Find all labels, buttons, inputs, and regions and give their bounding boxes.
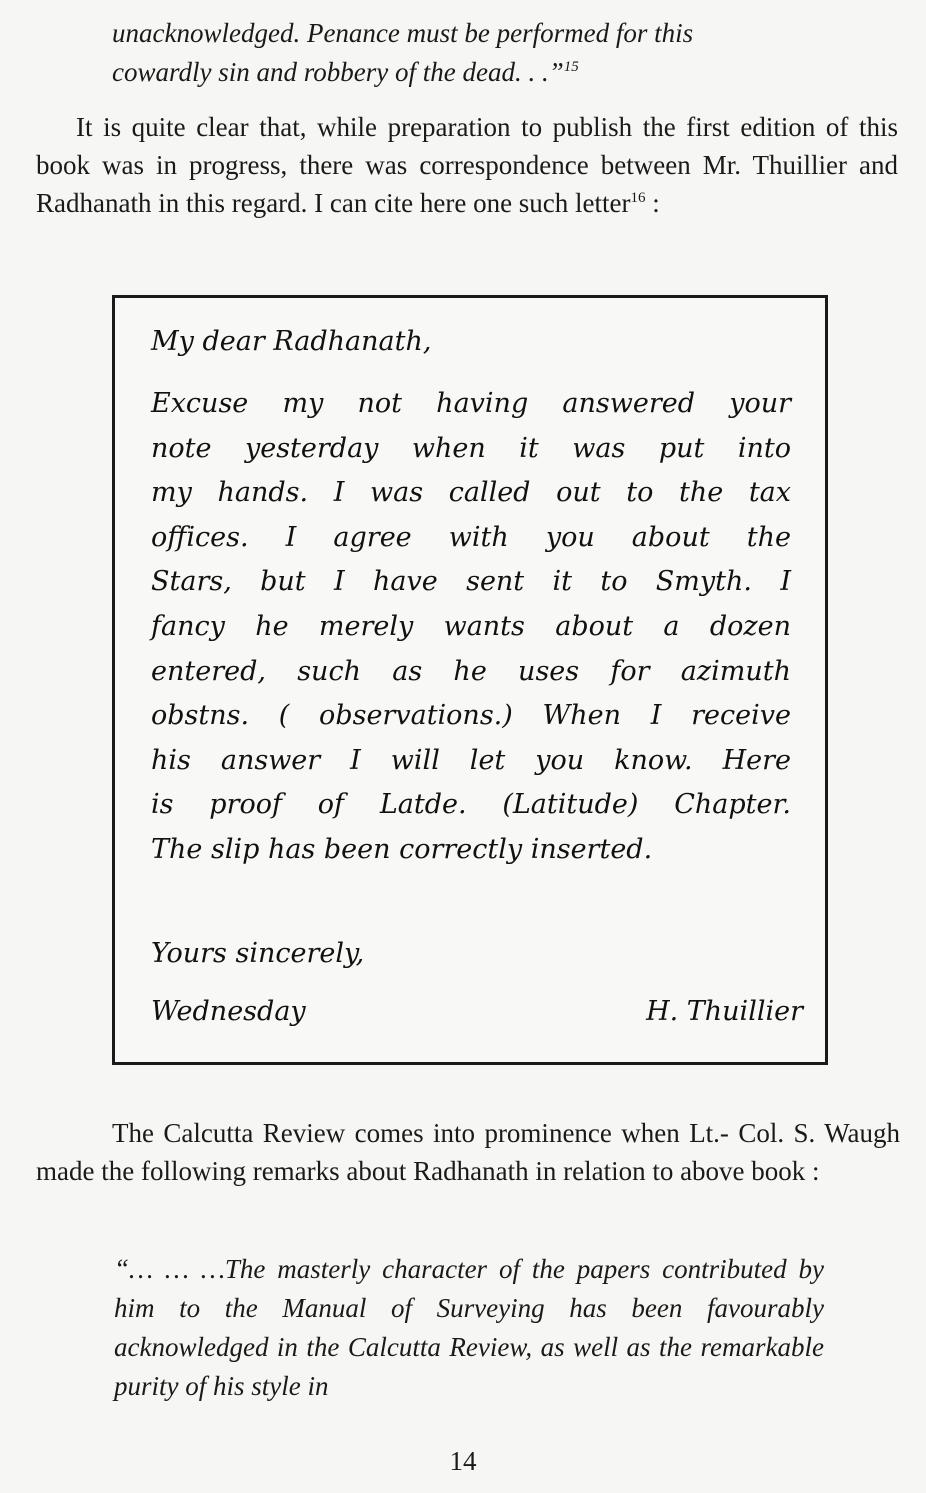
bottom-quote: “… … …The masterly character of the papers contributed by him to the Manual of Surveying has been favourably acknowledged in the Calcutta Review, as well as the remarkable purity of his style in bbox=[114, 1254, 824, 1401]
letter-line: his answer I will let you know. Here bbox=[151, 744, 791, 776]
letter-signature: H. Thuillier bbox=[646, 996, 803, 1027]
letter-line: offices. I agree with you about the bbox=[151, 521, 791, 553]
letter-body bbox=[151, 382, 791, 873]
page-number: 14 bbox=[449, 1446, 477, 1476]
paragraph-2-text: The Calcutta Review comes into prominence when Lt.- Col. S. Waugh made the following remarks about Radhanath in relation to above book : bbox=[36, 1118, 900, 1186]
letter-line: my hands. I was called out to the tax bbox=[151, 477, 791, 509]
letter-line: entered, such as he uses for azimuth bbox=[151, 655, 791, 687]
top-quote-line-2-text: cowardly sin and robbery of the dead. . .” bbox=[112, 57, 564, 87]
letter-line: The slip has been correctly inserted. bbox=[151, 833, 653, 865]
letter-line: note yesterday when it was put into bbox=[151, 432, 791, 464]
footnote-marker-16: 16 bbox=[630, 190, 646, 206]
top-quote-line-2 bbox=[112, 53, 832, 92]
top-quote-continuation bbox=[112, 14, 832, 92]
body-paragraph-calcutta-review bbox=[36, 1114, 900, 1190]
footnote-marker-15: 15 bbox=[563, 59, 579, 75]
letter-line: Excuse my not having answered your bbox=[151, 388, 791, 419]
letter-line: Stars, but I have sent it to Smyth. I bbox=[151, 566, 791, 598]
paragraph-1-tail: : bbox=[645, 188, 660, 218]
letter-line: is proof of Latde. (Latitude) Chapter. bbox=[151, 789, 791, 821]
paragraph-1-text: It is quite clear that, while preparation to publish the first edition of this book was in progress, there was correspondence between Mr. Thuillier and Radhanath in this regard. I can cite here one such letter bbox=[36, 112, 898, 218]
letter-salutation: My dear Radhanath, bbox=[151, 326, 432, 357]
letter-closing: Yours sincerely, bbox=[151, 938, 365, 969]
letter-line: fancy he merely wants about a dozen bbox=[151, 610, 791, 642]
letter-day: Wednesday bbox=[151, 996, 306, 1027]
body-paragraph-correspondence bbox=[36, 108, 898, 222]
letter-facsimile-box bbox=[112, 295, 828, 1065]
letter-line: obstns. ( observations.) When I receive bbox=[151, 700, 791, 732]
top-quote-line-1: unacknowledged. Penance must be performed for this bbox=[112, 18, 694, 48]
